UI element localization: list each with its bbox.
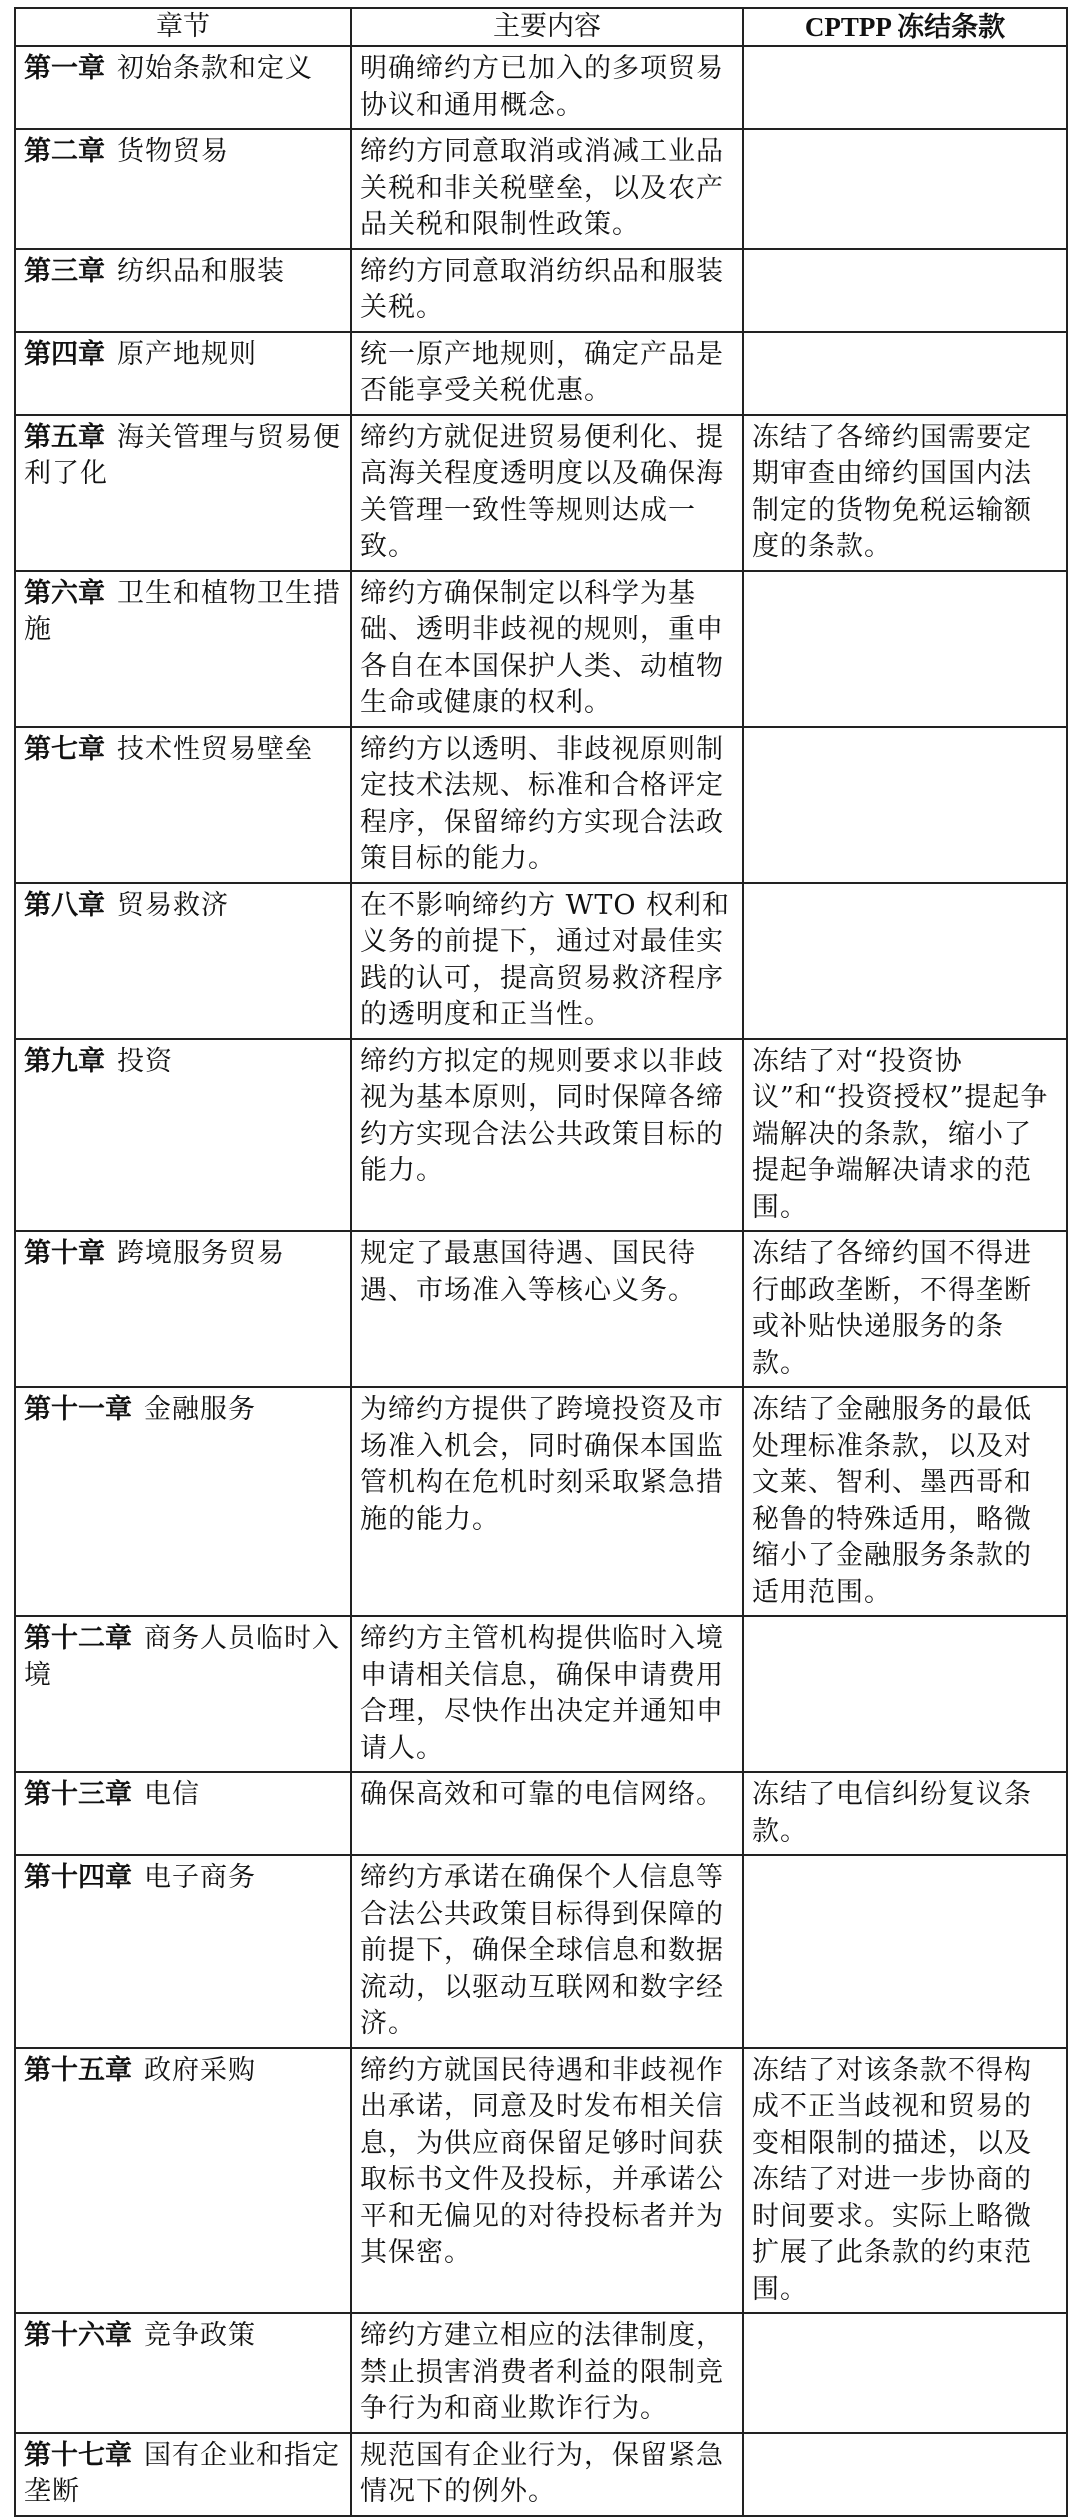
- frozen-clause-cell: [743, 1616, 1067, 1772]
- chapter-number: 第十一章: [24, 1394, 132, 1425]
- chapter-cell: [15, 727, 351, 883]
- table-row: [15, 332, 1067, 415]
- chapter-number: 第二章: [24, 136, 105, 167]
- main-content-cell: 统一原产地规则，确定产品是否能享受关税优惠。: [351, 332, 743, 415]
- main-content-cell: 规范国有企业行为，保留紧急情况下的例外。: [351, 2433, 743, 2516]
- frozen-clause-cell: 冻结了对该条款不得构成不正当歧视和贸易的变相限制的描述，以及冻结了对进一步协商的时间要求。实际上略微扩展了此条款的约束范围。: [743, 2048, 1067, 2314]
- main-content-cell: 确保高效和可靠的电信网络。: [351, 1772, 743, 1855]
- chapter-number: 第三章: [24, 255, 105, 287]
- main-content-cell: 缔约方同意取消或消减工业品关税和非关税壁垒，以及农产品关税和限制性政策。: [351, 129, 743, 249]
- chapter-cell: [15, 46, 351, 129]
- chapter-number: 第五章: [24, 421, 105, 453]
- chapter-cell: [15, 1616, 351, 1772]
- main-content-cell: 在不影响缔约方 WTO 权利和义务的前提下，通过对最佳实践的认可，提高贸易救济程序的透明度和正当性。: [351, 883, 743, 1039]
- table-row: [15, 883, 1067, 1039]
- chapter-cell: [15, 571, 351, 727]
- chapter-cell: [15, 1855, 351, 2048]
- chapter-cell: [15, 2433, 351, 2516]
- main-content-cell: 缔约方拟定的规则要求以非歧视为基本原则，同时保障各缔约方实现合法公共政策目标的能力。: [351, 1039, 743, 1232]
- header-row: [15, 8, 1067, 46]
- main-content-cell: 缔约方就促进贸易便利化、提高海关程度透明度以及确保海关管理一致性等规则达成一致。: [351, 415, 743, 571]
- chapter-cell: [15, 2313, 351, 2433]
- table-row: [15, 2048, 1067, 2314]
- chapter-title: 政府采购: [144, 2054, 256, 2086]
- main-content-cell: 缔约方确保制定以科学为基础、透明非歧视的规则，重申各自在本国保护人类、动植物生命或健康的权利。: [351, 571, 743, 727]
- chapter-cell: [15, 883, 351, 1039]
- chapter-title: 技术性贸易壁垒: [117, 733, 313, 765]
- table-row: [15, 571, 1067, 727]
- chapter-title: 投资: [117, 1045, 173, 1077]
- table-body: [15, 46, 1067, 2516]
- frozen-clause-cell: [743, 2313, 1067, 2433]
- chapter-title: 原产地规则: [117, 338, 257, 370]
- chapter-title: 国有企业和指定垄断: [24, 2439, 340, 2507]
- table-row: [15, 46, 1067, 129]
- frozen-clause-cell: 冻结了各缔约国不得进行邮政垄断，不得垄断或补贴快递服务的条款。: [743, 1231, 1067, 1387]
- table-row: [15, 1855, 1067, 2048]
- chapter-number: 第一章: [24, 53, 105, 84]
- chapter-cell: [15, 1772, 351, 1855]
- table-row: [15, 249, 1067, 332]
- chapter-number: 第四章: [24, 338, 105, 370]
- chapter-cell: [15, 1387, 351, 1616]
- header-frozen: CPTPP 冻结条款: [743, 8, 1067, 46]
- frozen-clause-cell: [743, 249, 1067, 332]
- frozen-clause-cell: 冻结了电信纠纷复议条款。: [743, 1772, 1067, 1855]
- chapter-title: 初始条款和定义: [117, 53, 313, 84]
- chapter-number: 第十六章: [24, 2320, 132, 2351]
- chapter-cell: [15, 1039, 351, 1232]
- chapter-title: 卫生和植物卫生措施: [24, 577, 341, 645]
- chapter-title: 贸易救济: [117, 889, 229, 921]
- main-content-cell: 明确缔约方已加入的多项贸易协议和通用概念。: [351, 46, 743, 129]
- chapter-number: 第六章: [24, 577, 105, 609]
- frozen-clause-cell: 冻结了金融服务的最低处理标准条款，以及对文莱、智利、墨西哥和秘鲁的特殊适用，略微缩小了金融服务条款的适用范围。: [743, 1387, 1067, 1616]
- frozen-clause-cell: [743, 727, 1067, 883]
- table-row: [15, 1231, 1067, 1387]
- table-row: [15, 415, 1067, 571]
- chapter-title: 海关管理与贸易便利了化: [24, 421, 341, 489]
- frozen-clause-cell: [743, 2433, 1067, 2516]
- header-content: 主要内容: [351, 8, 743, 46]
- chapter-cell: [15, 415, 351, 571]
- table-row: [15, 1772, 1067, 1855]
- chapter-title: 商务人员临时入境: [24, 1623, 340, 1691]
- chapter-title: 电子商务: [144, 1862, 256, 1893]
- chapter-number: 第九章: [24, 1045, 105, 1077]
- chapter-title: 货物贸易: [117, 136, 229, 167]
- chapter-title: 跨境服务贸易: [117, 1238, 285, 1269]
- main-content-cell: 缔约方承诺在确保个人信息等合法公共政策目标得到保障的前提下，确保全球信息和数据流动，以驱动互联网和数字经济。: [351, 1855, 743, 2048]
- table-row: [15, 1387, 1067, 1616]
- table-row: [15, 2313, 1067, 2433]
- table-row: [15, 129, 1067, 249]
- chapter-title: 竞争政策: [144, 2320, 256, 2351]
- frozen-clause-cell: 冻结了各缔约国需要定期审查由缔约国国内法制定的货物免税运输额度的条款。: [743, 415, 1067, 571]
- chapter-number: 第十三章: [24, 1779, 132, 1810]
- header-chapter: 章节: [15, 8, 351, 46]
- chapter-cell: [15, 2048, 351, 2314]
- main-content-cell: 规定了最惠国待遇、国民待遇、市场准入等核心义务。: [351, 1231, 743, 1387]
- chapter-title: 金融服务: [144, 1394, 256, 1425]
- chapter-number: 第十四章: [24, 1862, 132, 1893]
- main-content-cell: 缔约方就国民待遇和非歧视作出承诺，同意及时发布相关信息，为供应商保留足够时间获取标书文件及投标，并承诺公平和无偏见的对待投标者并为其保密。: [351, 2048, 743, 2314]
- table-row: [15, 1039, 1067, 1232]
- frozen-clause-cell: [743, 332, 1067, 415]
- frozen-clause-cell: [743, 46, 1067, 129]
- chapter-number: 第十五章: [24, 2054, 132, 2086]
- frozen-clause-cell: [743, 1855, 1067, 2048]
- main-content-cell: 缔约方主管机构提供临时入境申请相关信息，确保申请费用合理，尽快作出决定并通知申请人。: [351, 1616, 743, 1772]
- chapter-number: 第七章: [24, 733, 105, 765]
- main-content-cell: 缔约方建立相应的法律制度，禁止损害消费者利益的限制竞争行为和商业欺诈行为。: [351, 2313, 743, 2433]
- frozen-clause-cell: 冻结了对“投资协议”和“投资授权”提起争端解决的条款，缩小了提起争端解决请求的范围。: [743, 1039, 1067, 1232]
- chapter-title: 纺织品和服装: [117, 255, 285, 287]
- frozen-clause-cell: [743, 571, 1067, 727]
- frozen-clause-cell: [743, 129, 1067, 249]
- table-row: [15, 1616, 1067, 1772]
- chapter-cell: [15, 1231, 351, 1387]
- chapter-number: 第八章: [24, 889, 105, 921]
- main-content-cell: 缔约方同意取消纺织品和服装关税。: [351, 249, 743, 332]
- chapter-cell: [15, 129, 351, 249]
- table-row: [15, 2433, 1067, 2516]
- table-row: [15, 727, 1067, 883]
- main-content-cell: 缔约方以透明、非歧视原则制定技术法规、标准和合格评定程序，保留缔约方实现合法政策目标的能力。: [351, 727, 743, 883]
- chapter-title: 电信: [144, 1779, 200, 1810]
- chapter-number: 第十二章: [24, 1623, 132, 1654]
- main-content-cell: 为缔约方提供了跨境投资及市场准入机会，同时确保本国监管机构在危机时刻采取紧急措施的能力。: [351, 1387, 743, 1616]
- cptpp-chapters-table: [14, 7, 1068, 2517]
- frozen-clause-cell: [743, 883, 1067, 1039]
- chapter-cell: [15, 332, 351, 415]
- chapter-number: 第十七章: [24, 2439, 132, 2471]
- chapter-cell: [15, 249, 351, 332]
- chapter-number: 第十章: [24, 1238, 105, 1269]
